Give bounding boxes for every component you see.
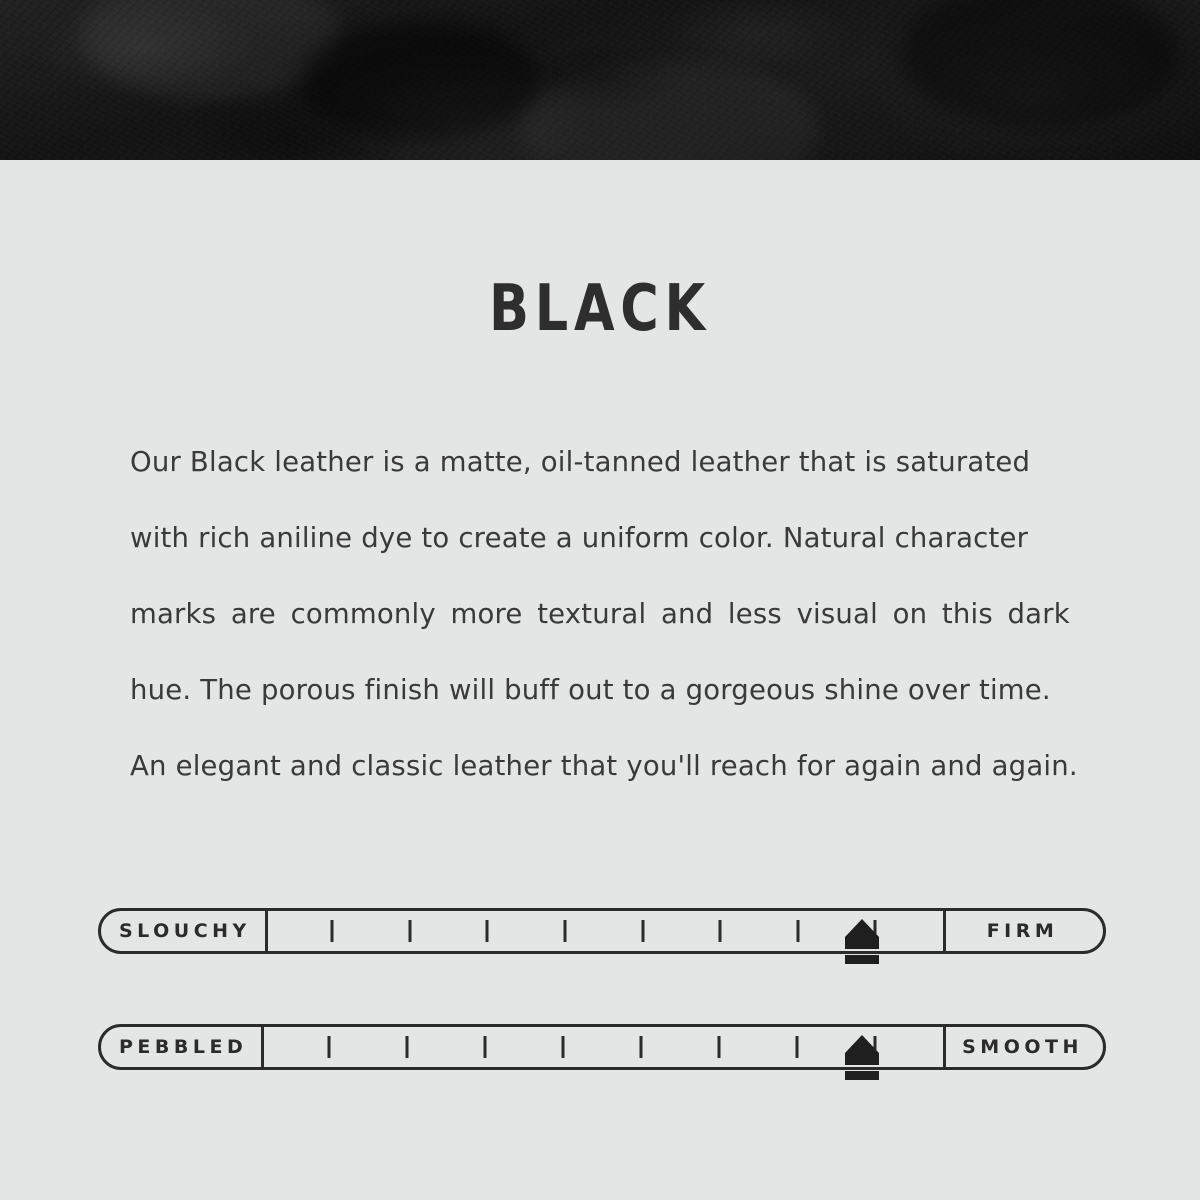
firmness-scale-track[interactable]: [268, 911, 943, 951]
description-line-3: [130, 576, 1070, 652]
leather-swatch-image: [0, 0, 1200, 160]
description-line-2: with rich aniline dye to create a uniform color. Natural character: [130, 522, 1029, 554]
scale-tick: [639, 1036, 642, 1058]
page-title: BLACK: [489, 272, 711, 346]
texture-scale[interactable]: [98, 1024, 1106, 1070]
description-word: this: [941, 598, 993, 630]
description-line-4: hue. The porous finish will buff out to a gorgeous shine over time.: [130, 674, 1051, 706]
scale-tick: [563, 920, 566, 942]
scale-tick: [561, 1036, 564, 1058]
description-word: more: [450, 598, 523, 630]
texture-scale-track[interactable]: [264, 1027, 943, 1067]
leather-shadow-1: [300, 20, 540, 140]
scale-tick: [483, 1036, 486, 1058]
scale-tick: [486, 920, 489, 942]
description-word: marks: [130, 598, 217, 630]
scale-tick: [796, 1036, 799, 1058]
description-line-5: An elegant and classic leather that you'll reach for again and again.: [130, 750, 1078, 782]
scale-tick: [330, 920, 333, 942]
description-line-1: Our Black leather is a matte, oil-tanned leather that is saturated: [130, 446, 1031, 478]
description-word: on: [892, 598, 928, 630]
scale-tick: [719, 920, 722, 942]
scale-tick: [327, 1036, 330, 1058]
firmness-scale-right-label: FIRM: [943, 911, 1103, 951]
description-word: dark: [1007, 598, 1070, 630]
scale-tick: [718, 1036, 721, 1058]
description-word: commonly: [290, 598, 436, 630]
scale-tick: [641, 920, 644, 942]
description-word: textural: [537, 598, 647, 630]
description-text: [130, 424, 1078, 804]
description-word: are: [230, 598, 276, 630]
firmness-scale-left-label: SLOUCHY: [101, 911, 268, 951]
scale-tick: [796, 920, 799, 942]
description-word: and: [660, 598, 714, 630]
texture-marker[interactable]: [841, 1033, 883, 1085]
scale-tick: [408, 920, 411, 942]
description-word: visual: [796, 598, 878, 630]
firmness-scale[interactable]: [98, 908, 1106, 954]
scale-tick: [405, 1036, 408, 1058]
firmness-marker[interactable]: [841, 917, 883, 969]
texture-scale-left-label: PEBBLED: [101, 1027, 264, 1067]
description-word: less: [727, 598, 782, 630]
texture-scale-right-label: SMOOTH: [943, 1027, 1103, 1067]
